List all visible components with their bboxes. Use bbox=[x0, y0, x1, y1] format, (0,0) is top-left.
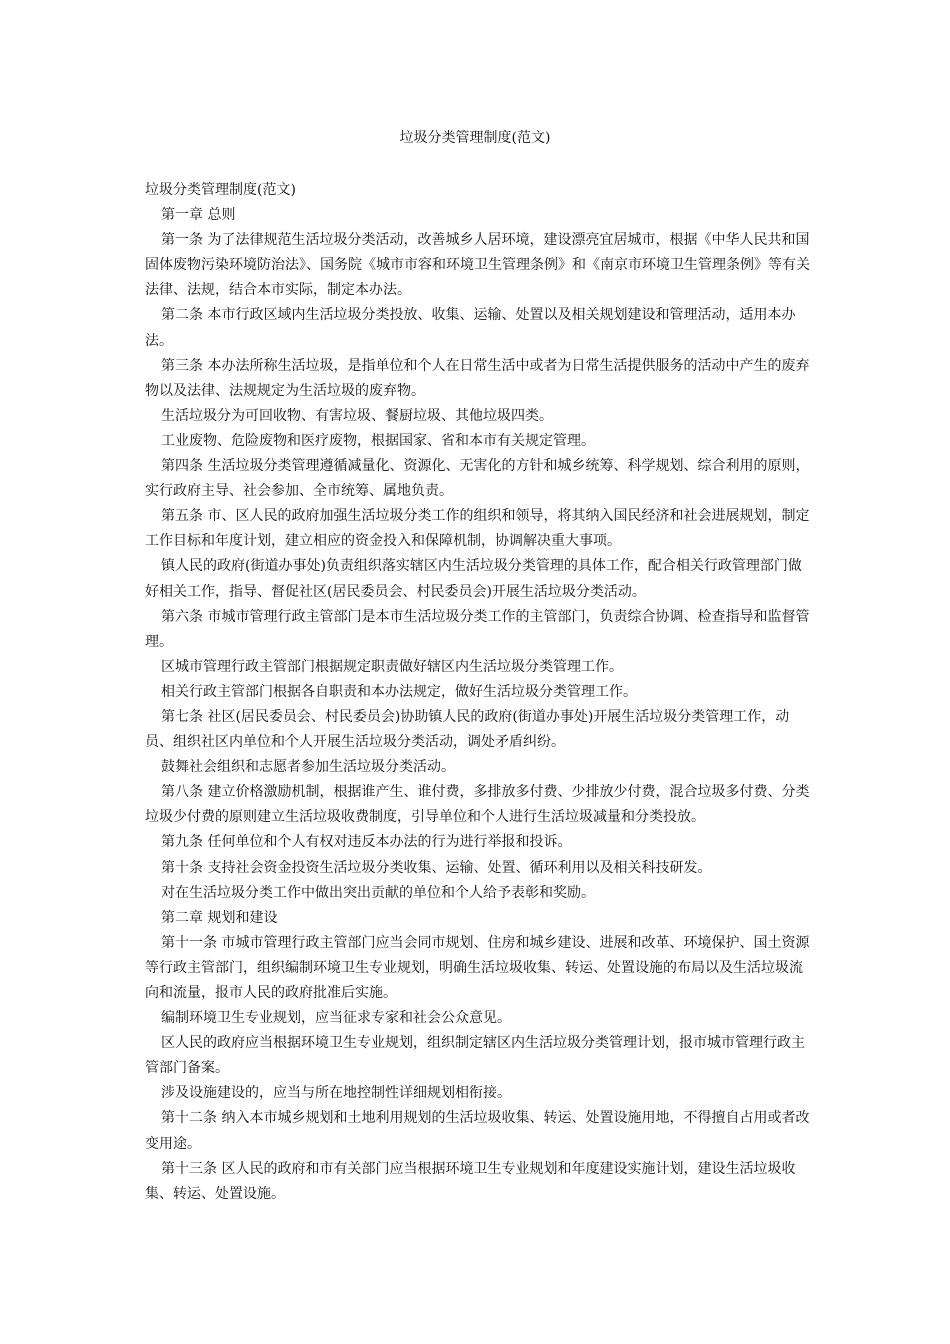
paragraph: 第一条 为了法律规范生活垃圾分类活动，改善城乡人居环境，建设漂亮宜居城市，根据《中华人民共和国固体废物污染环境防治法》、国务院《城市市容和环境卫生管理条例》和《南京市环境卫生管理条例》等有关法律、法规，结合本市实际，制定本办法。 bbox=[145, 232, 810, 299]
paragraph: 第十三条 区人民的政府和市有关部门应当根据环境卫生专业规划和年度建设实施计划，建设生活垃圾收集、转运、处置设施。 bbox=[145, 1160, 796, 1202]
paragraph: 第二条 本市行政区域内生活垃圾分类投放、收集、运输、处置以及相关规划建设和管理活动，适用本办法。 bbox=[145, 307, 796, 349]
paragraph: 区人民的政府应当根据环境卫生专业规划，组织制定辖区内生活垃圾分类管理计划，报市城市管理行政主管部门备案。 bbox=[145, 1035, 805, 1077]
paragraph: 工业废物、危险废物和医疗废物，根据国家、省和本市有关规定管理。 bbox=[161, 432, 595, 449]
paragraph: 镇人民的政府(街道办事处)负责组织落实辖区内生活垃圾分类管理的具体工作，配合相关行政管理部门做好相关工作，指导、督促社区(居民委员会、村民委员会)开展生活垃圾分类活动。 bbox=[145, 558, 802, 600]
paragraph: 第五条 市、区人民的政府加强生活垃圾分类工作的组织和领导，将其纳入国民经济和社会进展规划，制定工作目标和年度计划，建立相应的资金投入和保障机制，协调解决重大事项。 bbox=[145, 508, 810, 550]
paragraph: 第十一条 市城市管理行政主管部门应当会同市规划、住房和城乡建设、进展和改革、环境保护、国土资源等行政主管部门，组织编制环境卫生专业规划，明确生活垃圾收集、转运、处置设施的布局以及生活垃圾流向和流量，报市人民的政府批准后实施。 bbox=[145, 934, 810, 1001]
paragraph: 第八条 建立价格激励机制，根据谁产生、谁付费，多排放多付费、少排放少付费，混合垃圾多付费、分类垃圾少付费的原则建立生活垃圾收费制度，引导单位和个人进行生活垃圾减量和分类投放。 bbox=[145, 784, 810, 826]
paragraph: 编制环境卫生专业规划，应当征求专家和社会公众意见。 bbox=[161, 1010, 511, 1027]
paragraph: 区城市管理行政主管部门根据规定职责做好辖区内生活垃圾分类管理工作。 bbox=[161, 658, 623, 675]
document-heading: 垃圾分类管理制度(范文) bbox=[145, 182, 296, 198]
paragraph: 第七条 社区(居民委员会、村民委员会)协助镇人民的政府(街道办事处)开展生活垃圾分类管理工作，动员、组织社区内单位和个人开展生活垃圾分类活动，调处矛盾纠纷。 bbox=[145, 708, 790, 751]
paragraph: 第二章 规划和建设 bbox=[161, 909, 278, 926]
paragraph: 第十二条 纳入本市城乡规划和土地利用规划的生活垃圾收集、转运、处置设施用地，不得擅自占用或者改变用途。 bbox=[145, 1110, 810, 1152]
paragraph: 第四条 生活垃圾分类管理遵循减量化、资源化、无害化的方针和城乡统筹、科学规划、综合利用的原则，实行政府主导、社会参加、全市统筹、属地负责。 bbox=[145, 458, 810, 500]
paragraph: 第九条 任何单位和个人有权对违反本办法的行为进行举报和投诉。 bbox=[161, 834, 572, 851]
paragraph: 对在生活垃圾分类工作中做出突出贡献的单位和个人给予表彰和奖励。 bbox=[161, 884, 595, 901]
paragraph: 第十条 支持社会资金投资生活垃圾分类收集、运输、处置、循环利用以及相关科技研发。 bbox=[161, 859, 712, 876]
paragraph: 涉及设施建设的，应当与所在地控制性详细规划相衔接。 bbox=[161, 1085, 511, 1102]
paragraph: 相关行政主管部门根据各自职责和本办法规定，做好生活垃圾分类管理工作。 bbox=[161, 683, 637, 700]
paragraph: 生活垃圾分为可回收物、有害垃圾、餐厨垃圾、其他垃圾四类。 bbox=[161, 407, 553, 424]
paragraph: 鼓舞社会组织和志愿者参加生活垃圾分类活动。 bbox=[161, 759, 455, 776]
paragraph: 第三条 本办法所称生活垃圾，是指单位和个人在日常生活中或者为日常生活提供服务的活动中产生的废弃物以及法律、法规规定为生活垃圾的废弃物。 bbox=[145, 357, 810, 399]
document-body bbox=[145, 178, 810, 1207]
paragraph: 第一章 总则 bbox=[161, 207, 236, 224]
page-title: 垃圾分类管理制度(范文) bbox=[399, 130, 551, 146]
paragraph: 第六条 市城市管理行政主管部门是本市生活垃圾分类工作的主管部门，负责综合协调、检查指导和监督管理。 bbox=[145, 608, 810, 650]
